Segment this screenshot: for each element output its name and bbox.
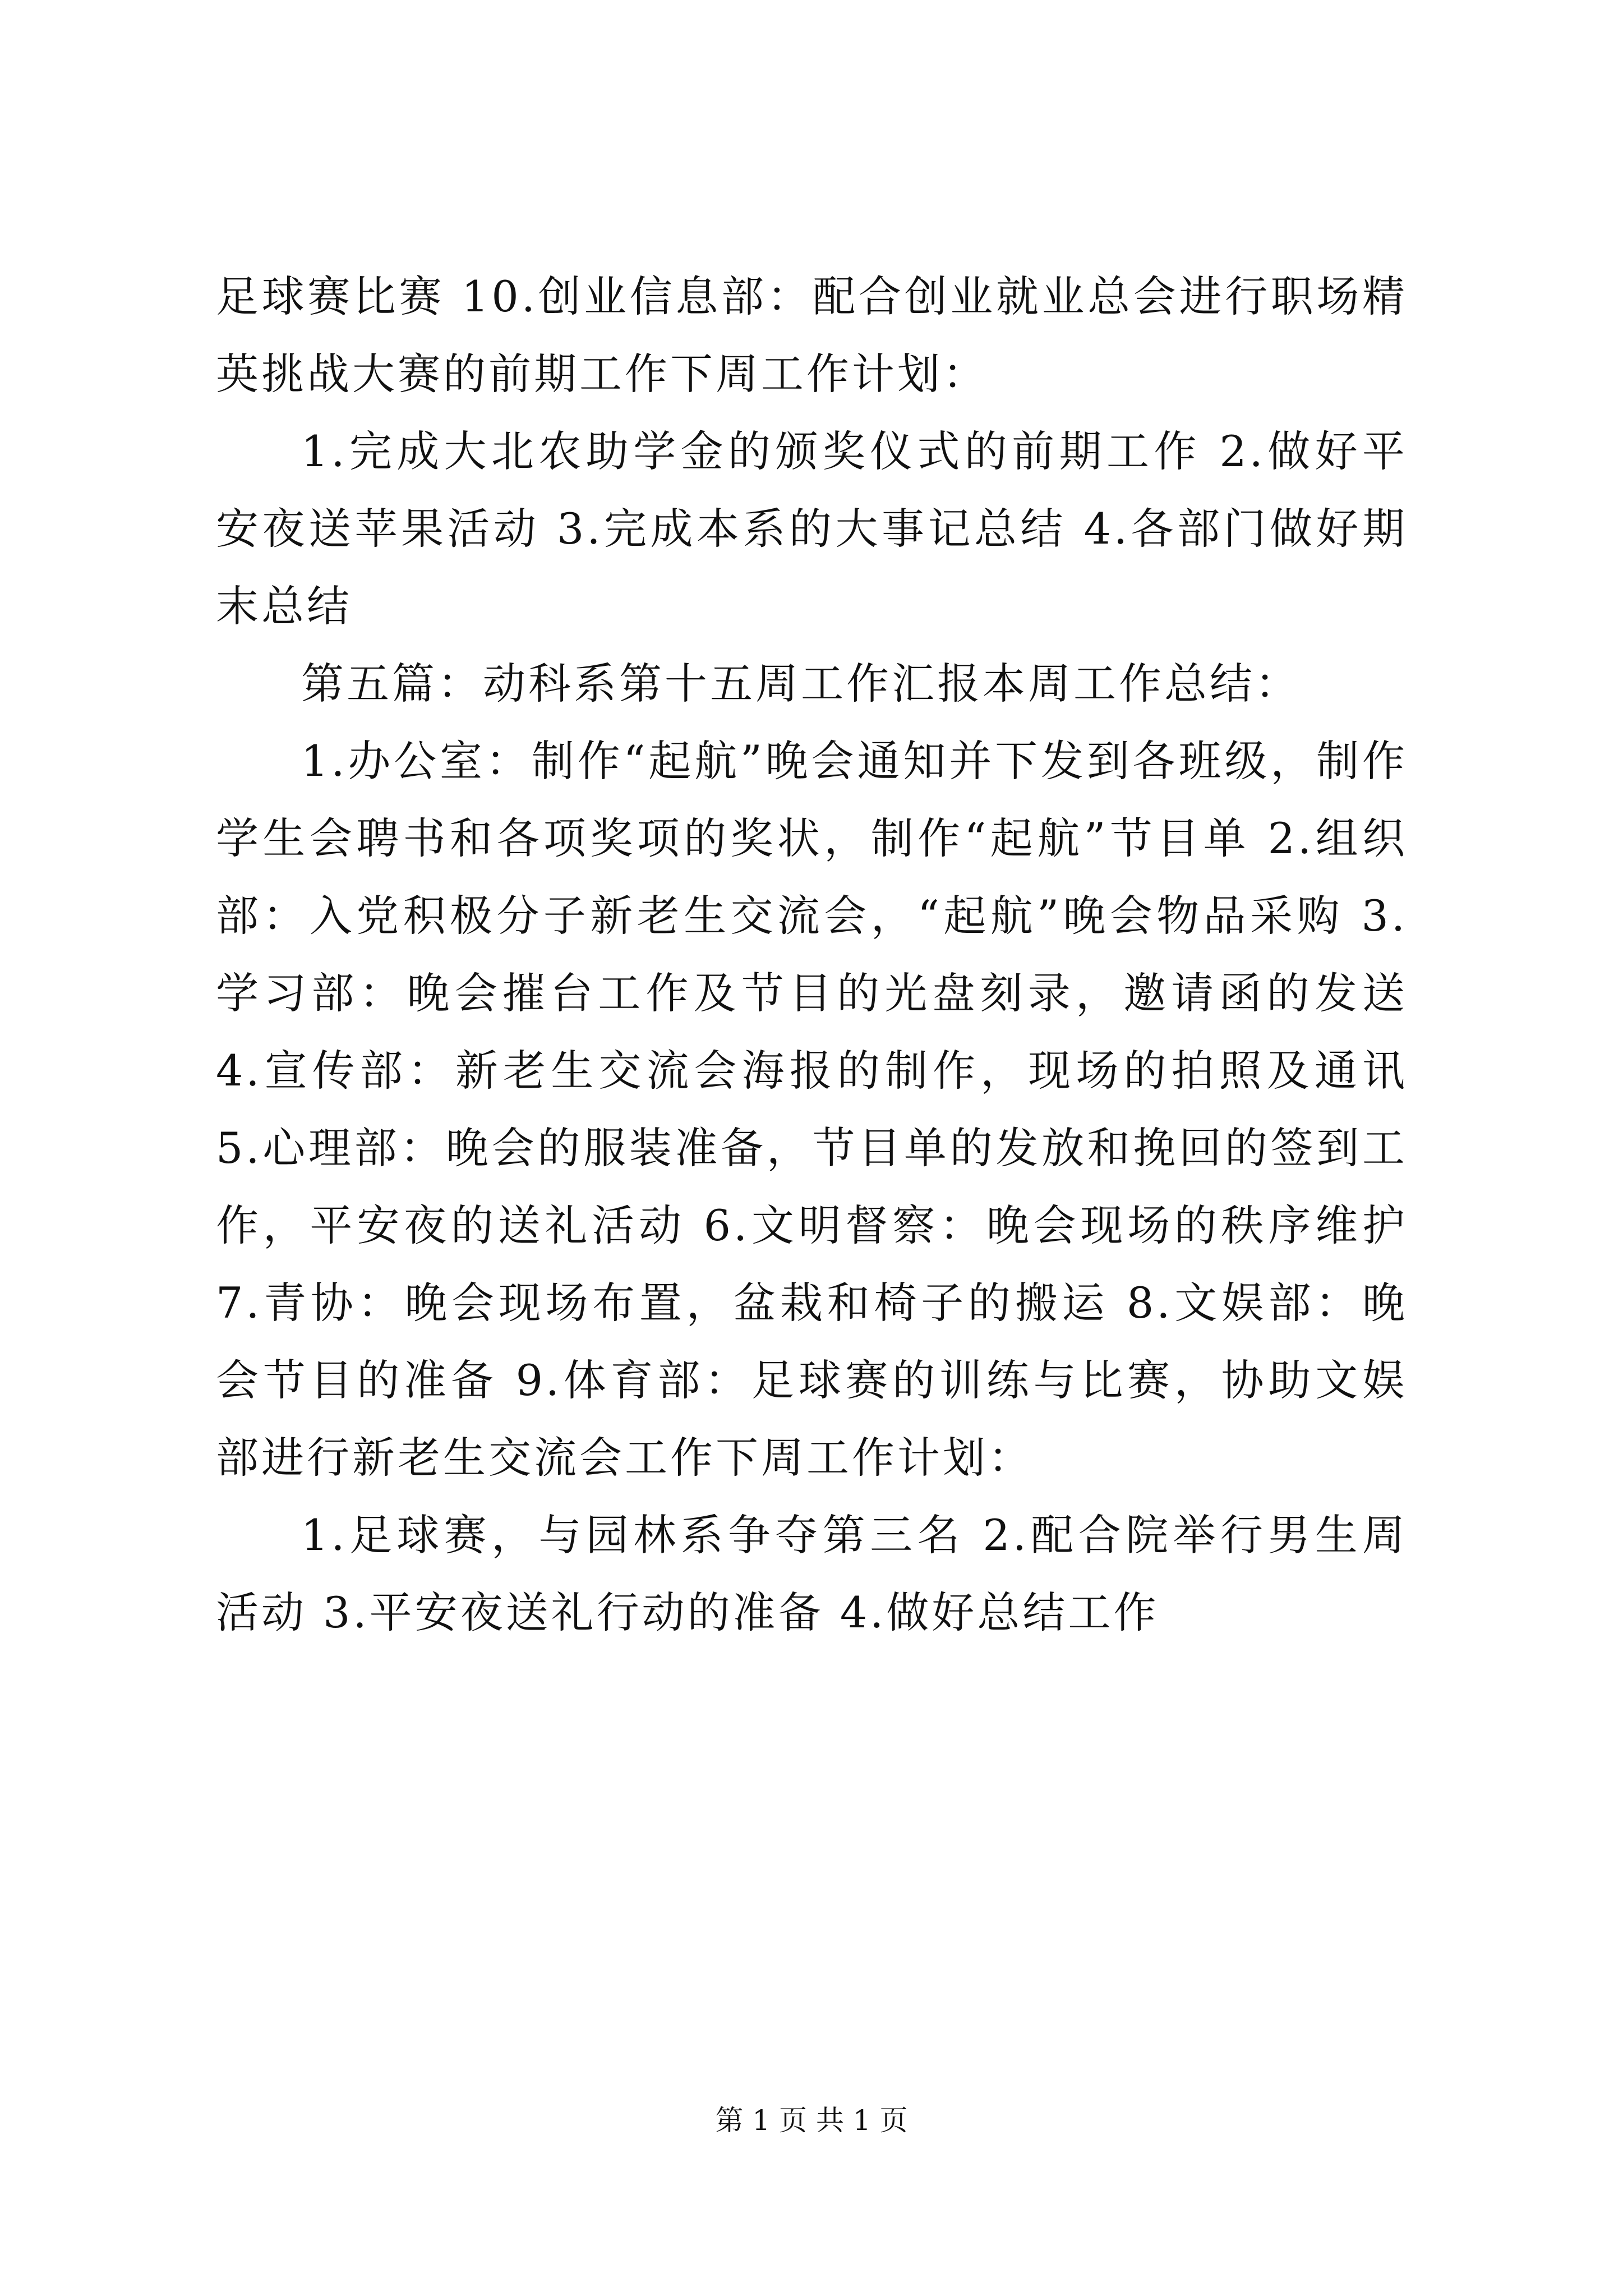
- paragraph: 1.足球赛，与园林系争夺第三名 2.配合院举行男生周活动 3.平安夜送礼行动的准备 4.做好总结工作: [216, 1510, 1408, 1637]
- document-body: [216, 258, 1408, 1651]
- page-number-footer: 第 1 页 共 1 页: [715, 2104, 908, 2137]
- paragraph: 1.办公室：制作“起航”晚会通知并下发到各班级，制作学生会聘书和各项奖项的奖状，制作“起航”节目单 2.组织部：入党积极分子新老生交流会，“起航”晚会物品采购 3.学习部：晚会摧台工作及节目的光盘刻录，邀请函的发送 4.宣传部：新老生交流会海报的制作，现场的拍照及通讯 5.心理部：晚会的服装准备，节目单的发放和挽回的签到工作，平安夜的送礼活动 6.文明督察：晚会现场的秩序维护 7.青协：晚会现场布置，盆栽和椅子的搬运 8.文娱部：晚会节目的准备 9.体育部：足球赛的训练与比赛，协助文娱部进行新老生交流会工作下周工作计划：: [216, 736, 1408, 1483]
- paragraph: 1.完成大北农助学金的颁奖仪式的前期工作 2.做好平安夜送苹果活动 3.完成本系的大事记总结 4.各部门做好期末总结: [216, 426, 1408, 631]
- paragraph: 足球赛比赛 10.创业信息部：配合创业就业总会进行职场精英挑战大赛的前期工作下周工作计划：: [216, 272, 1408, 399]
- section-heading: 第五篇：动科系第十五周工作汇报本周工作总结：: [301, 659, 1301, 708]
